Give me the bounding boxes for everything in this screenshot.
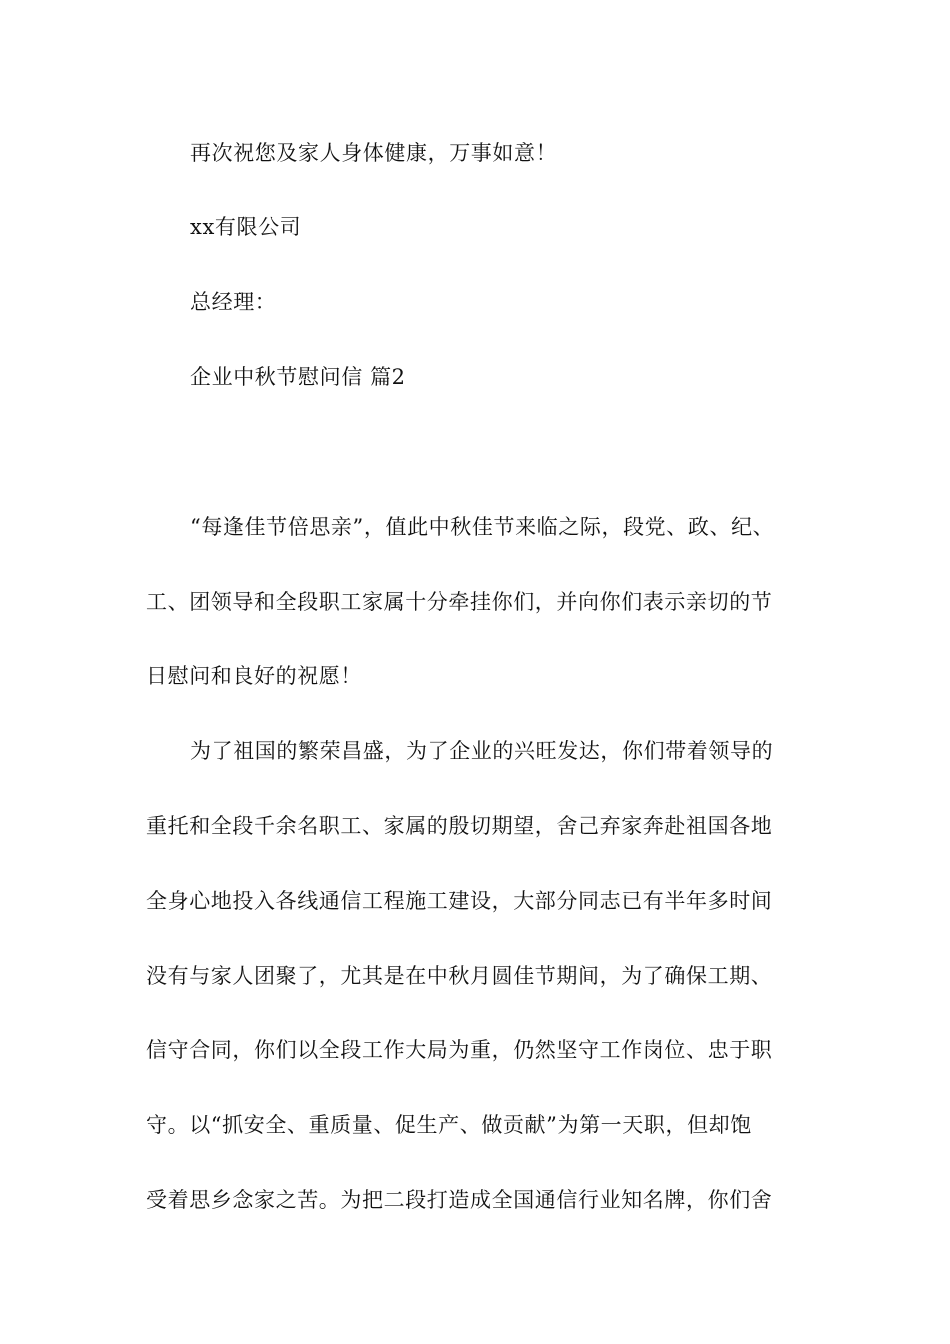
company-name: xx有限公司 [190, 215, 302, 239]
paragraph-2-line: 受着思乡念家之苦。为把二段打造成全国通信行业知名牌，你们舍 [146, 1188, 773, 1212]
section-heading: 企业中秋节慰问信 篇2 [190, 365, 406, 389]
paragraph-2-line: 守。以“抓安全、重质量、促生产、做贡献”为第一天职，但却饱 [146, 1113, 752, 1137]
paragraph-2-line: 为了祖国的繁荣昌盛，为了企业的兴旺发达，你们带着领导的 [190, 739, 774, 763]
paragraph-2-line: 信守合同，你们以全段工作大局为重，仍然坚守工作岗位、忠于职 [146, 1038, 773, 1062]
paragraph-2-line: 没有与家人团聚了，尤其是在中秋月圆佳节期间，为了确保工期、 [146, 964, 773, 988]
paragraph-1-line: 工、团领导和全段职工家属十分牵挂你们，并向你们表示亲切的节 [146, 590, 773, 614]
signatory-label: 总经理： [190, 290, 277, 314]
paragraph-2-line: 重托和全段千余名职工、家属的殷切期望，舍己弃家奔赴祖国各地 [146, 814, 773, 838]
paragraph-2-line: 全身心地投入各线通信工程施工建设，大部分同志已有半年多时间 [146, 889, 773, 913]
closing-wish: 再次祝您及家人身体健康，万事如意！ [190, 141, 558, 165]
paragraph-1-line: 日慰问和良好的祝愿！ [146, 664, 362, 688]
paragraph-1-line: “每逢佳节倍思亲”，值此中秋佳节来临之际，段党、政、纪、 [190, 515, 775, 539]
